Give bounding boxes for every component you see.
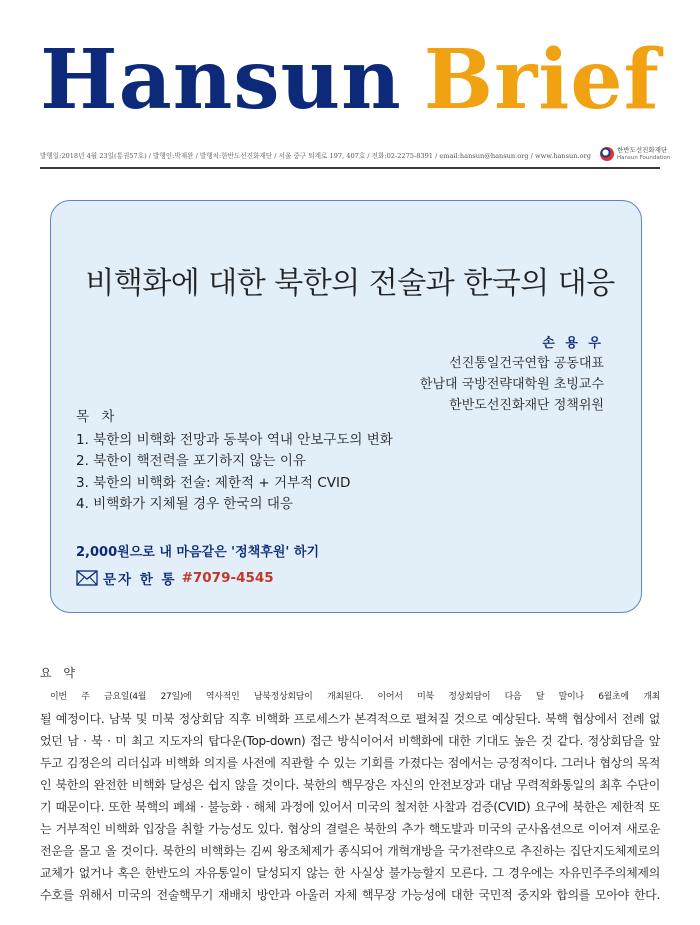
toc-item: 2. 북한이 핵전력을 포기하지 않는 이유 (76, 453, 306, 469)
header-divider (40, 167, 660, 169)
author-role: 한반도선진화재단 정책위원 (449, 398, 604, 413)
masthead-word-brief: Brief (423, 32, 660, 128)
toc-heading: 목 차 (76, 409, 119, 425)
toc-item: 4. 비핵화가 지체될 경우 한국의 대응 (76, 496, 293, 512)
org-name-ko: 한반도선진화재단 (617, 146, 668, 154)
table-of-contents (76, 407, 393, 516)
publication-info: 발행일:2018년 4월 23일(통권57호) / 발행인:박재완 / 발행처:한반도선진화재단 / 서울 중구 퇴계로 197, 407호 / 전화:02-2275-8391 / email:hansun@hansun.org / www.hansun.org (40, 152, 591, 160)
summary-line: 전운을 몰고 올 것이다. 북한의 비핵화는 김씨 왕조체제가 종식되어 개혁개방을 국가전략으로 추진하는 집단지도체제로의 (40, 844, 660, 858)
org-logo (600, 146, 670, 162)
summary-line: 었던 남 · 북 · 미 최고 지도자의 탑다운(Top-down) 접근 방식이어서 비핵화에 대한 기대도 높은 것 같다. 정상회담을 앞 (40, 734, 660, 748)
author-name: 손 용 우 (542, 336, 604, 351)
summary-body (40, 686, 660, 906)
summary-line: 인 북한의 완전한 비핵화 달성은 쉽지 않을 것이다. 북한의 핵무장은 자신의 안전보장과 대남 무력적화통일의 최후 수단이 (40, 778, 660, 792)
org-name-en: Hansun Foundation (617, 155, 671, 161)
author-block (420, 335, 604, 416)
summary-line: 기 때문이다. 또한 북핵의 폐쇄 · 불능화 · 해체 과정에 있어서 미국의 철저한 사찰과 검증(CVID) 요구에 북한은 제한적 또 (40, 800, 660, 814)
author-role: 한남대 국방전략대학원 초빙교수 (419, 377, 604, 392)
summary-line: 될 예정이다. 남북 및 미북 정상회담 직후 비핵화 프로세스가 본격적으로 펼쳐질 것으로 예상된다. 북핵 협상에서 전례 없 (40, 712, 660, 726)
summary-line: 교체가 없거나 혹은 한반도의 자유통일이 달성되지 않는 한 사실상 불가능할지 모른다. 그 경우에는 자유민주주의체제의 (40, 866, 660, 880)
masthead-logo (0, 30, 700, 130)
sms-label: 문자 한 통 (103, 572, 177, 588)
summary-line: 이번 주 금요일(4월 27일)에 역사적인 남북정상회담이 개최된다. 이어서 미북 정상회담이 다음 달 말이나 6월초에 개최 (50, 692, 660, 702)
sms-donation (76, 568, 274, 588)
author-role: 선진통일건국연합 공동대표 (449, 356, 604, 371)
summary-line: 두고 김정은의 리더십과 비핵화 의지를 사전에 직관할 수 있는 기회를 가졌다는 점에서는 긍정적이다. 그러나 협상의 목적 (40, 756, 660, 770)
toc-item: 1. 북한의 비핵화 전망과 동북아 역내 안보구도의 변화 (76, 431, 393, 448)
envelope-icon (76, 570, 98, 586)
document-title: 비핵화에 대한 북한의 전술과 한국의 대응 (85, 266, 615, 301)
masthead-word-hansun: Hansun (40, 32, 402, 128)
toc-item: 3. 북한의 비핵화 전술: 제한적 + 거부적 CVID (76, 474, 351, 491)
summary-line: 수호를 위해서 미국의 전술핵무기 재배치 방안과 아울러 자체 핵무장 가능성에 대한 국민적 중지와 합의를 모아야 한다. (40, 888, 660, 902)
summary-heading: 요 약 (40, 666, 79, 680)
foundation-logo-icon (600, 147, 614, 161)
summary-line: 는 거부적인 비핵화 입장을 취할 가능성도 있다. 협상의 결렬은 북한의 추가 핵도발과 미국의 군사옵션으로 이어져 새로운 (40, 822, 660, 836)
support-campaign-text: 2,000원으로 내 마음같은 '정책후원' 하기 (76, 545, 319, 560)
sms-number: #7079-4545 (181, 570, 274, 586)
